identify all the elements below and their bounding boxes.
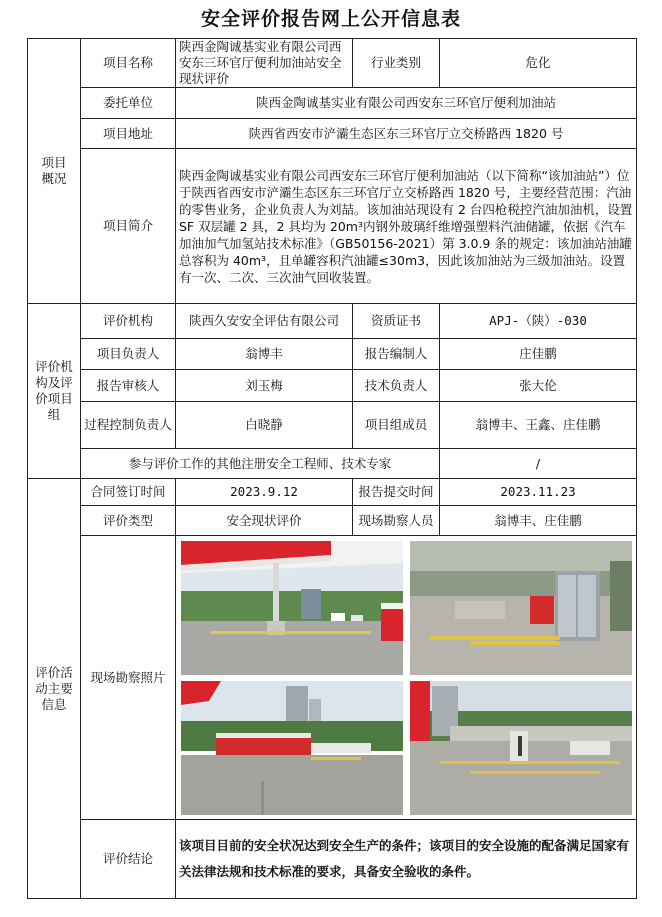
surveyors-value: 翁博丰、庄佳鹏 [440, 506, 637, 536]
site-photo-tank-area [410, 541, 632, 675]
cert-label: 资质证书 [353, 304, 440, 339]
contract-date: 2023.9.12 [176, 479, 353, 506]
photo-grid [179, 541, 633, 815]
page-title: 安全评价报告网上公开信息表 [200, 8, 461, 30]
intro-label: 项目简介 [81, 149, 176, 304]
conclusion-value: 该项目目前的安全状况达到安全生产的条件；该项目的安全设施的配备满足国家有关法律法规和技术标准的要求，具备安全验收的条件。 [176, 820, 637, 899]
leader-label: 项目负责人 [81, 339, 176, 370]
site-photo-building [181, 681, 403, 815]
intro-value: 陕西金陶诚基实业有限公司西安东三环官厅便利加油站（以下简称“该加油站”）位于陕西省西安市浐灞生态区东三环官厅立交桥路西 1820 号，主要经营范围：汽油的零售业务，企业负责人为刘喆。该加油站现设有 2 台四枪税控汽油加油机，设置 SF 双层罐 2 具，2 具均为 20m³内钢外玻璃纤维增强塑料汽油储罐，依据《汽车加油加气加氢站技术标准》（GB50156-2021）第 3.0.9 条的规定：该加油站油罐总容积为 40m³，且单罐容积汽油罐≤30m3，因此该加油站为三级加油站。设置有一次、二次、三次油气回收装置。 [176, 149, 637, 304]
conclusion-label: 评价结论 [81, 820, 176, 899]
process-label: 过程控制负责人 [81, 402, 176, 449]
project-name-value: 陕西金陶诚基实业有限公司西安东三环官厅便利加油站安全现状评价 [176, 39, 353, 88]
photos-label: 现场勘察照片 [81, 536, 176, 820]
industry-label: 行业类别 [353, 39, 440, 88]
photos-cell [176, 536, 637, 820]
site-photo-canopy [181, 541, 403, 675]
submit-label: 报告提交时间 [353, 479, 440, 506]
industry-value: 危化 [440, 39, 637, 88]
tech-value: 张大伦 [440, 370, 637, 402]
section-overview-label: 项目 概况 [28, 39, 81, 304]
info-table [27, 38, 637, 899]
submit-date: 2023.11.23 [440, 479, 637, 506]
site-photo-inspection [410, 681, 632, 815]
project-name-label: 项目名称 [81, 39, 176, 88]
writer-value: 庄佳鹏 [440, 339, 637, 370]
members-value: 翁博丰、王鑫、庄佳鹏 [440, 402, 637, 449]
writer-label: 报告编制人 [353, 339, 440, 370]
address-value: 陕西省西安市浐灞生态区东三环官厅立交桥路西 1820 号 [176, 119, 637, 149]
members-label: 项目组成员 [353, 402, 440, 449]
contract-label: 合同签订时间 [81, 479, 176, 506]
eval-type-value: 安全现状评价 [176, 506, 353, 536]
leader-value: 翁博丰 [176, 339, 353, 370]
agency-label: 评价机构 [81, 304, 176, 339]
client-label: 委托单位 [81, 88, 176, 119]
reviewer-label: 报告审核人 [81, 370, 176, 402]
experts-value: / [440, 449, 637, 479]
cert-value: APJ-（陕）-030 [440, 304, 637, 339]
section-activity-label: 评价活动主要信息 [28, 479, 81, 899]
section-org-label: 评价机构及评价项目组 [28, 304, 81, 479]
surveyors-label: 现场勘察人员 [353, 506, 440, 536]
tech-label: 技术负责人 [353, 370, 440, 402]
process-value: 白晓静 [176, 402, 353, 449]
agency-value: 陕西久安安全评估有限公司 [176, 304, 353, 339]
reviewer-value: 刘玉梅 [176, 370, 353, 402]
address-label: 项目地址 [81, 119, 176, 149]
client-value: 陕西金陶诚基实业有限公司西安东三环官厅便利加油站 [176, 88, 637, 119]
experts-label: 参与评价工作的其他注册安全工程师、技术专家 [81, 449, 440, 479]
eval-type-label: 评价类型 [81, 506, 176, 536]
